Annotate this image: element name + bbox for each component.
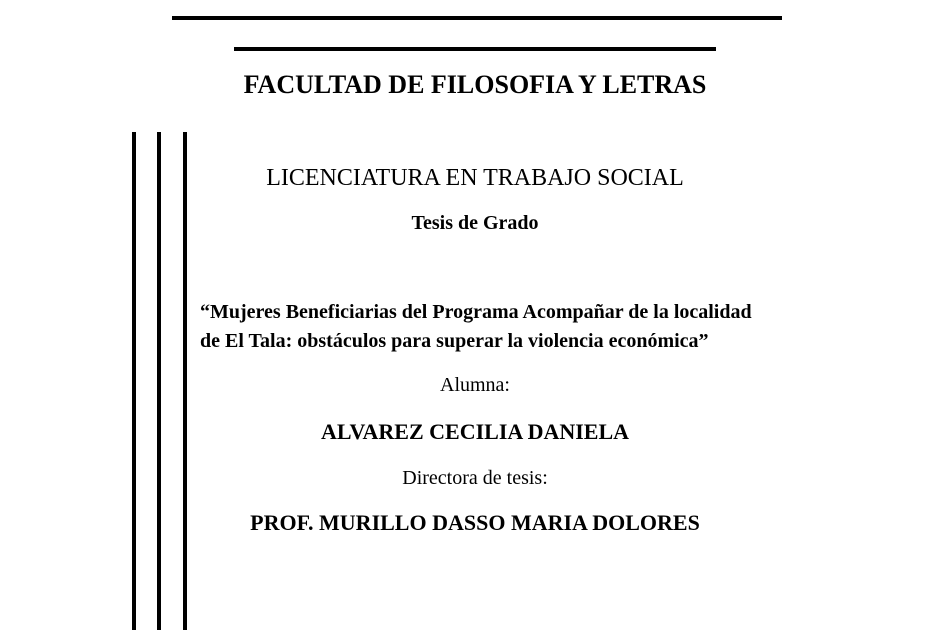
top-rule-short bbox=[234, 47, 716, 51]
student-label: Alumna: bbox=[440, 374, 510, 396]
thesis-type: Tesis de Grado bbox=[411, 212, 539, 234]
top-rule-long bbox=[172, 16, 782, 20]
thesis-title-line-2: de El Tala: obstáculos para superar la violencia económica” bbox=[200, 330, 709, 352]
thesis-title-line-1: “Mujeres Beneficiarias del Programa Acompañar de la localidad bbox=[200, 301, 752, 323]
career-name: LICENCIATURA EN TRABAJO SOCIAL bbox=[266, 165, 684, 191]
director-label: Directora de tesis: bbox=[402, 467, 548, 489]
faculty-heading: FACULTAD DE FILOSOFIA Y LETRAS bbox=[243, 70, 707, 99]
director-name: PROF. MURILLO DASSO MARIA DOLORES bbox=[250, 510, 700, 535]
student-name: ALVAREZ CECILIA DANIELA bbox=[320, 419, 630, 444]
